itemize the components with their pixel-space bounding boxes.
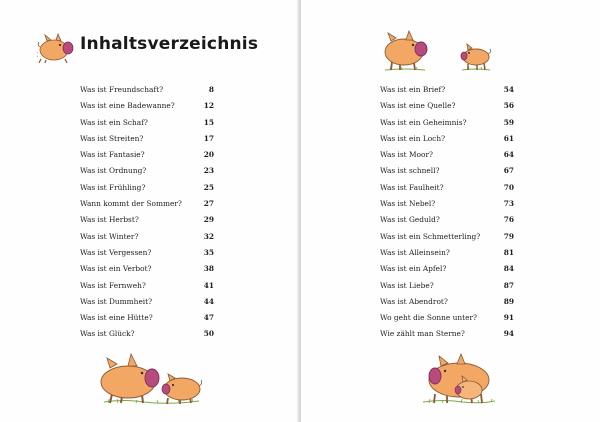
toc-entry [80,310,214,326]
toc-page-number: 73 [503,199,514,209]
toc-page-number: 70 [503,182,514,192]
toc-question: Was ist Fernweh? [80,280,146,290]
toc-page-number: 50 [203,329,214,339]
toc-page-number: 84 [503,264,514,274]
toc-page-number: 35 [203,247,214,257]
toc-question: Was ist Dummheit? [80,296,153,306]
toc-entry [80,261,214,277]
toc-question: Was ist Moor? [380,150,433,160]
toc-question: Wann kommt der Sommer? [80,199,182,209]
toc-question: Was ist Herbst? [80,215,139,225]
toc-question: Was ist Vergessen? [80,247,152,257]
toc-entry [80,147,214,163]
toc-page-number: 32 [203,231,214,241]
toc-question: Was ist Geduld? [380,215,440,225]
toc-entry [380,261,514,277]
toc-question: Was ist ein Loch? [380,133,446,143]
top-pigs-icon [382,30,494,74]
toc-question: Was ist Streiten? [80,133,144,143]
toc-page-number: 23 [203,166,214,176]
toc-list-right [380,82,514,343]
toc-page-number: 47 [203,313,214,323]
toc-entry [380,98,514,114]
toc-page-number: 27 [203,199,214,209]
toc-entry [380,294,514,310]
toc-entry [80,212,214,228]
toc-page-number: 54 [503,85,514,94]
toc-question: Was ist Ordnung? [80,166,147,176]
toc-entry [80,82,214,98]
toc-question: Was ist Abendrot? [380,296,448,306]
toc-question: Was ist ein Apfel? [380,264,447,274]
toc-page-number: 91 [503,313,514,323]
toc-question: Was ist Winter? [80,231,139,241]
toc-entry [380,326,514,342]
toc-question: Was ist eine Hütte? [80,313,153,323]
toc-page-number: 87 [503,280,514,290]
toc-entry [380,115,514,131]
toc-page-number: 89 [503,296,514,306]
toc-entry [380,131,514,147]
toc-page-number: 67 [503,166,514,176]
toc-question: Was ist ein Verbot? [80,264,152,274]
toc-page-number: 15 [203,117,214,127]
toc-question: Was ist Faulheit? [380,182,444,192]
toc-entry [80,229,214,245]
toc-question: Was ist ein Brief? [380,85,446,94]
toc-page-number: 44 [203,296,214,306]
toc-page-number: 20 [203,150,214,160]
toc-entry [80,278,214,294]
toc-entry [80,115,214,131]
bottom-right-pigs-icon [421,352,497,408]
toc-entry [380,212,514,228]
toc-page-number: 29 [203,215,214,225]
toc-page-number: 81 [503,247,514,257]
toc-question: Was ist ein Schaf? [80,117,148,127]
toc-page-number: 56 [503,101,514,111]
toc-entry [80,294,214,310]
toc-entry [80,245,214,261]
toc-question: Wo geht die Sonne unter? [380,313,478,323]
toc-entry [80,326,214,342]
toc-entry [380,82,514,98]
toc-question: Was ist eine Quelle? [380,101,456,111]
toc-question: Was ist ein Geheimnis? [380,117,467,127]
toc-page-number: 8 [208,85,214,94]
toc-entry [380,245,514,261]
toc-page-number: 76 [503,215,514,225]
toc-question: Was ist eine Badewanne? [80,101,175,111]
toc-entry [380,278,514,294]
toc-question: Was ist Alleinsein? [380,247,450,257]
toc-question: Was ist schnell? [380,166,440,176]
toc-page-number: 94 [503,329,514,339]
toc-entry [380,229,514,245]
toc-page-number: 64 [503,150,514,160]
right-page [301,0,600,422]
toc-question: Was ist ein Schmetterling? [380,231,481,241]
toc-question: Was ist Fantasie? [80,150,145,160]
toc-question: Was ist Freundschaft? [80,85,164,94]
toc-entry [380,180,514,196]
toc-entry [380,147,514,163]
toc-page-number: 79 [503,231,514,241]
toc-page-number: 17 [203,133,214,143]
toc-page-number: 61 [503,133,514,143]
toc-entry [80,180,214,196]
toc-entry [80,163,214,179]
toc-entry [380,163,514,179]
toc-question: Was ist Liebe? [380,280,434,290]
toc-entry [380,196,514,212]
left-page [0,0,299,422]
toc-page-number: 41 [203,280,214,290]
bottom-left-pigs-icon [98,348,206,408]
toc-page-number: 12 [203,101,214,111]
toc-question: Was ist Glück? [80,329,135,339]
page-title: Inhaltsverzeichnis [80,34,259,54]
toc-entry [380,310,514,326]
toc-question: Was ist Nebel? [380,199,436,209]
toc-question: Was ist Frühling? [80,182,146,192]
toc-entry [80,131,214,147]
toc-page-number: 25 [203,182,214,192]
toc-page-number: 38 [203,264,214,274]
toc-list-left [80,82,214,343]
title-pig-icon [37,33,75,63]
toc-entry [80,196,214,212]
toc-entry [80,98,214,114]
toc-page-number: 59 [503,117,514,127]
toc-question: Wie zählt man Sterne? [380,329,465,339]
